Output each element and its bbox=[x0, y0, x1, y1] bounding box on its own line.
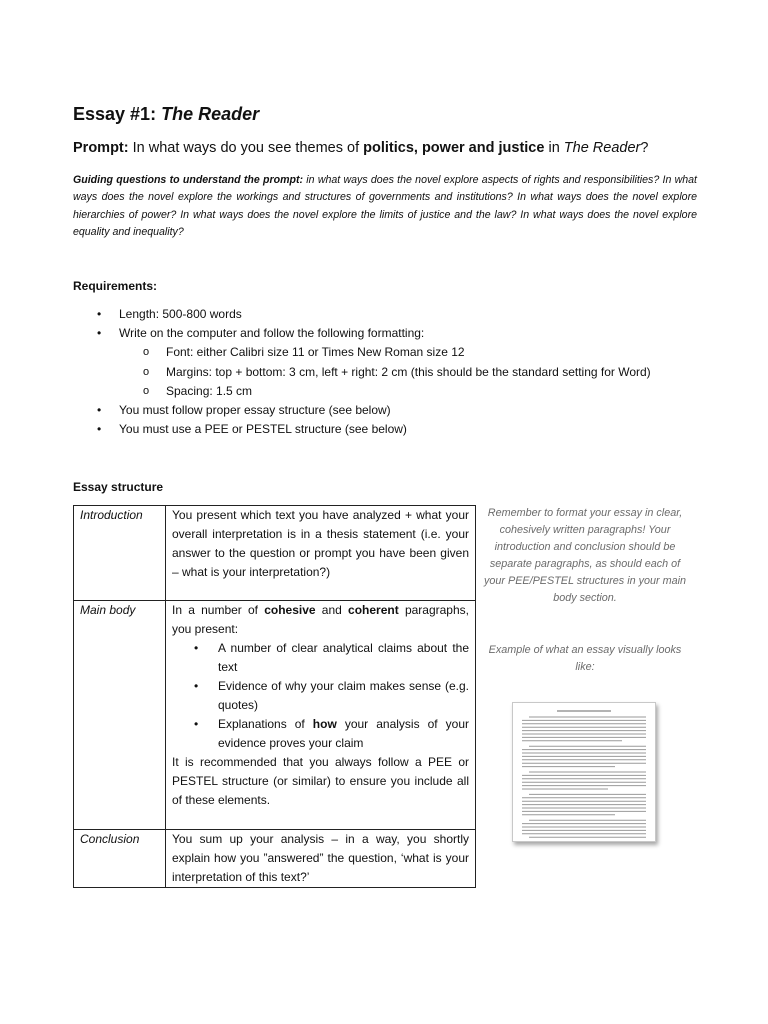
prompt-text-1: In what ways do you see themes of bbox=[128, 140, 364, 156]
lead-bold-cohesive: cohesive bbox=[264, 603, 316, 617]
prompt-text-3: ? bbox=[640, 140, 649, 156]
requirement-item bbox=[73, 305, 713, 324]
point-text: your analysis of your evidence proves your claim bbox=[218, 717, 469, 750]
prompt-label: Prompt: bbox=[73, 140, 129, 156]
row-content-conclusion: You sum up your analysis – in a way, you shortly explain how you ”answered” the question, ‘what is your interpretation of this text?’ bbox=[166, 830, 476, 888]
requirement-subitem bbox=[73, 363, 713, 382]
main-body-closing: It is recommended that you always follow a PEE or PESTEL structure (or similar) to ensure you include all of these elements. bbox=[172, 755, 469, 807]
bullet-icon: • bbox=[194, 679, 199, 693]
table-row bbox=[74, 601, 476, 830]
list-item bbox=[172, 677, 469, 715]
list-item bbox=[172, 639, 469, 677]
requirement-text: Length: 500-800 words bbox=[119, 307, 242, 321]
example-essay-thumbnail bbox=[512, 702, 656, 842]
lead-text: In a number of bbox=[172, 603, 265, 617]
formatting-reminder: Remember to format your essay in clear, cohesively written paragraphs! Your introduction and conclusion should be separate paragraphs, as should each of your PEE/PESTEL structures in your main body section. bbox=[483, 507, 687, 604]
table-row bbox=[74, 506, 476, 601]
row-label-main-body: Main body bbox=[74, 601, 166, 830]
point-bold-how: how bbox=[312, 717, 337, 731]
row-label-introduction: Introduction bbox=[74, 506, 166, 601]
essay-title-book: The Reader bbox=[161, 104, 260, 124]
bullet-icon: • bbox=[97, 402, 102, 417]
bullet-icon: • bbox=[97, 307, 102, 321]
example-caption: Example of what an essay visually looks like: bbox=[488, 644, 682, 673]
prompt-book-title: The Reader bbox=[563, 140, 641, 156]
bullet-icon: • bbox=[194, 717, 199, 731]
requirement-item bbox=[73, 420, 713, 439]
requirement-text: Write on the computer and follow the following formatting: bbox=[119, 326, 425, 341]
guiding-questions-text: in what ways does the novel explore aspects of rights and responsibilities? In what ways does the novel explore the workings and structures of governments and institutions? In what ways does the novel explore hierarchies of power? In what ways does the novel explore the limits of justice and the law? In what ways does the novel explore equality and inequality? bbox=[73, 174, 697, 239]
sub-bullet-icon: o bbox=[143, 346, 150, 359]
essay-title-prefix: Essay #1: bbox=[73, 104, 162, 124]
example-essay-image bbox=[513, 703, 655, 841]
point-text: A number of clear analytical claims about the text bbox=[218, 641, 469, 674]
essay-title bbox=[73, 104, 259, 125]
prompt-text-2: in bbox=[544, 140, 564, 156]
essay-structure-table bbox=[73, 505, 476, 888]
requirement-text: You must follow proper essay structure (see below) bbox=[119, 402, 391, 417]
requirements-list bbox=[73, 305, 713, 439]
lead-text: paragraphs, you present: bbox=[172, 603, 469, 636]
requirement-subitem bbox=[73, 382, 713, 401]
bullet-icon: • bbox=[194, 641, 199, 655]
row-content-introduction: You present which text you have analyzed + what your overall interpretation is in a thesis statement (i.e. your answer to the question or prompt you have been given – what is your interpretation?) bbox=[166, 506, 476, 601]
requirement-subtext: Spacing: 1.5 cm bbox=[166, 383, 253, 398]
bullet-icon: • bbox=[97, 422, 102, 437]
prompt-line bbox=[73, 140, 713, 156]
row-content-main-body bbox=[166, 601, 476, 830]
requirements-heading: Requirements: bbox=[73, 279, 158, 293]
sub-bullet-icon: o bbox=[143, 365, 150, 378]
lead-bold-coherent: coherent bbox=[348, 603, 399, 617]
lead-text: and bbox=[315, 603, 349, 617]
essay-structure-heading: Essay structure bbox=[73, 480, 164, 494]
requirement-subtext: Margins: top + bottom: 3 cm, left + right: 2 cm (this should be the standard setting for Word) bbox=[166, 364, 651, 379]
row-label-conclusion: Conclusion bbox=[74, 830, 166, 888]
requirement-subtext: Font: either Calibri size 11 or Times New Roman size 12 bbox=[166, 345, 465, 360]
sub-bullet-icon: o bbox=[143, 384, 150, 397]
list-item bbox=[172, 715, 469, 753]
requirement-item bbox=[73, 401, 713, 420]
requirement-item bbox=[73, 324, 713, 343]
guiding-questions bbox=[73, 172, 697, 242]
main-body-lead bbox=[172, 601, 469, 639]
requirement-subitem bbox=[73, 343, 713, 362]
guiding-questions-label: Guiding questions to understand the prompt: bbox=[73, 174, 304, 186]
point-text: Explanations of bbox=[218, 717, 313, 731]
prompt-themes: politics, power and justice bbox=[363, 140, 545, 156]
table-row bbox=[74, 830, 476, 888]
main-body-points bbox=[172, 639, 469, 753]
bullet-icon: • bbox=[97, 326, 102, 341]
requirement-text: You must use a PEE or PESTEL structure (see below) bbox=[119, 422, 407, 437]
point-text: Evidence of why your claim makes sense (e.g. quotes) bbox=[218, 679, 469, 712]
